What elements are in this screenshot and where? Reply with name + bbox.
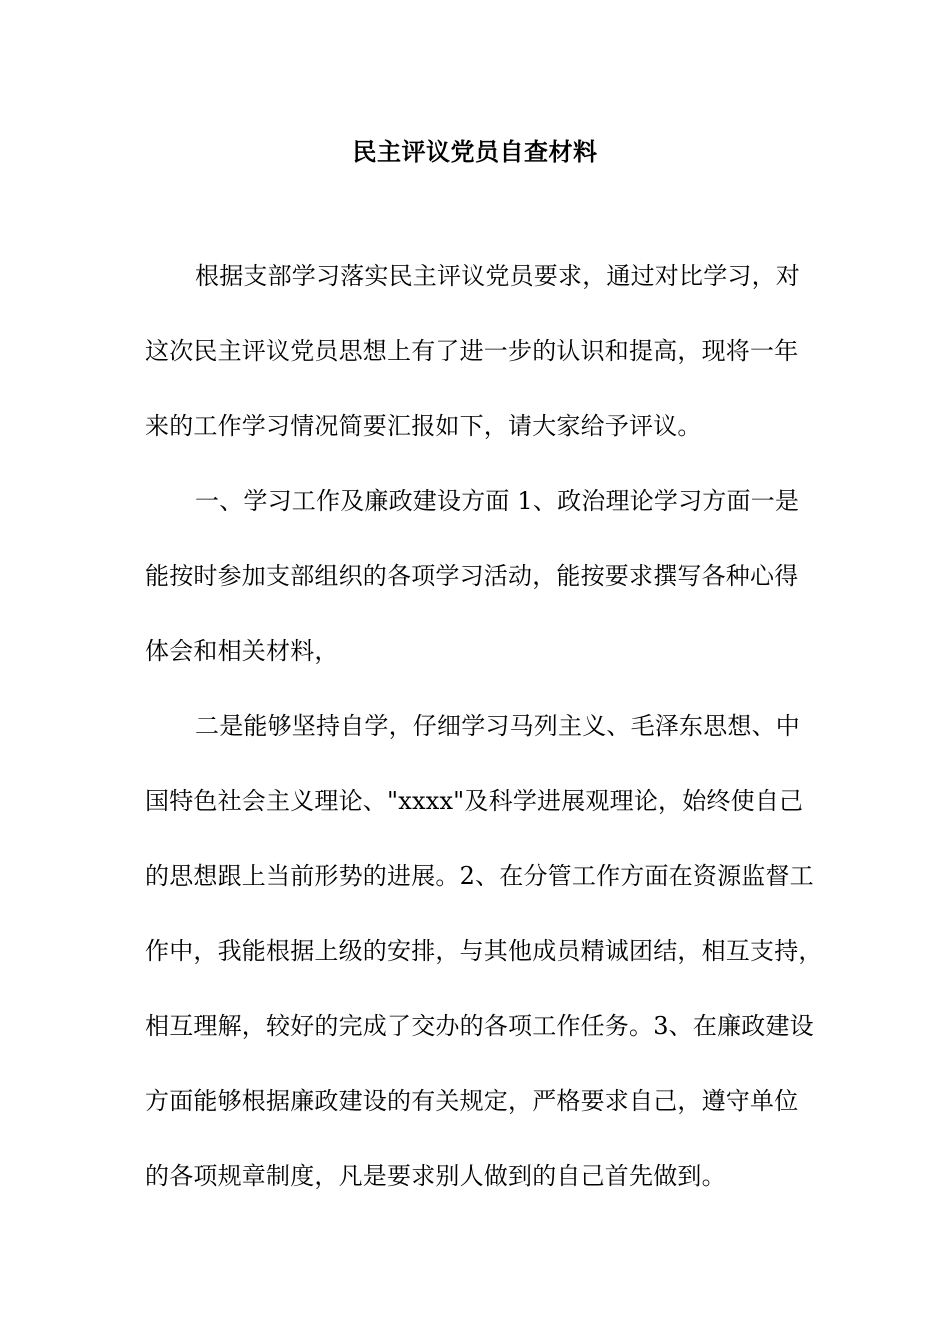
paragraph-line: 来的工作学习情况简要汇报如下，请大家给予评议。 — [145, 412, 702, 440]
document-title: 民主评议党员自查材料 — [352, 137, 598, 166]
paragraph-line: 二是能够坚持自学，仔细学习马列主义、毛泽东思想、中 — [195, 712, 800, 740]
paragraph-line: 能按时参加支部组织的各项学习活动，能按要求撰写各种心得 — [145, 562, 799, 590]
paragraph-line: 方面能够根据廉政建设的有关规定，严格要求自己，遵守单位 — [145, 1087, 799, 1115]
paragraph-line: 一、学习工作及廉政建设方面 1、政治理论学习方面一是 — [195, 487, 800, 515]
paragraph-line: 相互理解，较好的完成了交办的各项工作任务。3、在廉政建设 — [145, 1012, 814, 1040]
paragraph-line: 的各项规章制度，凡是要求别人做到的自己首先做到。 — [145, 1162, 726, 1190]
paragraph-line: 的思想跟上当前形势的进展。2、在分管工作方面在资源监督工 — [145, 862, 814, 890]
paragraph-line: 国特色社会主义理论、"xxxx"及科学进展观理论，始终使自己 — [145, 787, 804, 815]
paragraph-line: 作中，我能根据上级的安排，与其他成员精诚团结，相互支持， — [145, 937, 823, 965]
paragraph-line: 这次民主评议党员思想上有了进一步的认识和提高，现将一年 — [145, 337, 799, 365]
paragraph-line: 体会和相关材料， — [145, 637, 339, 665]
paragraph-line: 根据支部学习落实民主评议党员要求，通过对比学习，对 — [195, 262, 800, 290]
